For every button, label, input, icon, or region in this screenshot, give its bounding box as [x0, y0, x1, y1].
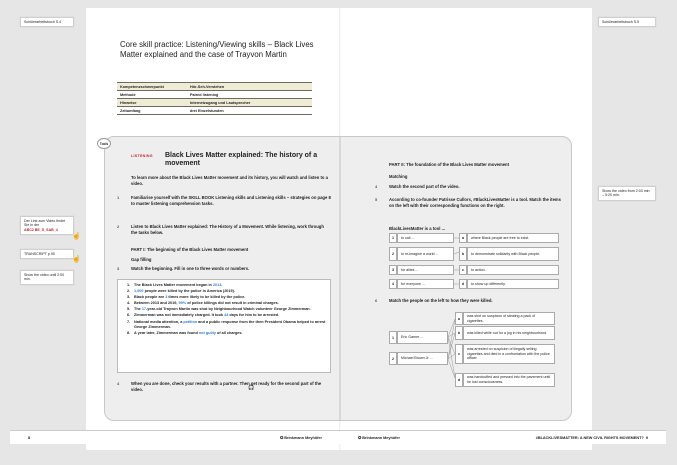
left-page-number: 8 — [28, 435, 31, 440]
task-3-text: Watch the beginning. Fill in one to three words or numbers. — [131, 266, 250, 271]
match-right-item: where Black people are free to exist. — [467, 233, 559, 243]
way-description: was shot on suspicion of stealing a pack of cigarettes. — [463, 312, 555, 325]
way-description: was arrested on suspicion of illegally selling cigarettes and died in a confrontation with the police officer. — [463, 344, 555, 364]
info-row — [117, 91, 312, 99]
match-left-item: to re-imagine a world ... — [397, 247, 454, 261]
pointer-hand-icon: ☝ — [72, 233, 81, 240]
gap-answer: 1,000 — [134, 289, 144, 294]
gap-answer: not guilty — [198, 330, 216, 335]
gap-answer: petition — [183, 319, 198, 324]
task-number: 5 — [375, 197, 378, 202]
show-video-from-note: Show the video from 2:03 min – 5:20 min. — [598, 186, 656, 201]
gap-answer: 2013 — [212, 283, 222, 287]
right-footer-title: #BLACKLIVESMATTER: A NEW CIVIL RIGHTS MOVEMENT? 9 — [535, 435, 648, 440]
video-link-code[interactable]: ABC2 BE_S_SAB_4 — [24, 227, 58, 232]
person-number: 1 — [389, 331, 397, 344]
way-description: was handcuffed and pressed into the pavement until he lost consciousness. — [463, 373, 555, 387]
gap-fill-item: 7. National media attention, a petition and a public response from the then President Obama helped to arrest George Zimmerman. — [127, 319, 326, 329]
match-number: 1 — [389, 233, 397, 243]
gap-fill-item: 6. Zimmerman was not immediately charged. It took 44 days for him to be arrested. — [127, 313, 280, 318]
right-footer — [340, 430, 666, 444]
gap-fill-item: 2. 1,000 people were killed by the police in America (2019). — [127, 289, 235, 294]
task-number: 3 — [117, 266, 120, 271]
match-letter: a — [459, 233, 467, 243]
info-row — [117, 83, 312, 91]
item-number: 2. — [127, 289, 131, 294]
section-label: LISTENING — [131, 154, 153, 158]
way-letter: a — [455, 312, 463, 325]
right-page-reference-tab[interactable]: Schülerarbeitsbuch S.5 — [598, 17, 656, 27]
gap-answer: 99% — [178, 301, 187, 306]
panel-gutter — [339, 137, 341, 420]
gap-fill-box — [117, 279, 331, 373]
match-letter: b — [459, 247, 467, 261]
info-key: Hinweise — [117, 99, 187, 107]
way-letter: b — [455, 326, 463, 340]
task-number: 6 — [375, 298, 378, 303]
right-brand: ✪ Brinkmann Meyhöfer — [358, 436, 401, 440]
tools-badge: Tools — [97, 138, 111, 149]
section-heading: Black Lives Matter explained: The history of a movement — [165, 152, 318, 168]
info-key: Methode — [117, 91, 187, 99]
info-key: Zeitumfang — [117, 107, 187, 115]
gap-fill-item: 1. The Black Lives Matter movement began in 2013. — [127, 283, 223, 287]
transcript-note[interactable]: TRANSCRIPT p.90 — [20, 249, 74, 259]
person-number: 2 — [389, 352, 397, 365]
part-2-heading: PART II: The foundation of the Black Lives Matter movement — [389, 162, 509, 167]
info-value: Internetzugang und Lautsprecher — [187, 99, 312, 107]
task-2-text: Listen to Black Lives Matter explained: The History of a Movement. While listening, work through the tasks below. — [131, 224, 324, 236]
task-4-text: When you are done, check your results with a partner. Then get ready for the second part of the video. — [131, 381, 322, 393]
gap-fill-item: 8. A year later, Zimmerman was found not guilty of all charges. — [127, 330, 243, 335]
match-right-item: to action. — [467, 265, 559, 275]
gap-answer: 3 — [165, 295, 168, 300]
match-number: 4 — [389, 279, 397, 289]
item-number: 7. — [127, 319, 131, 324]
task-number: 4 — [375, 184, 378, 189]
item-number: 8. — [127, 330, 131, 335]
person-name: Eric Garner ... — [397, 331, 448, 344]
gap-answer: 17 — [141, 307, 147, 312]
info-key: Kompetenzschwerpunkt — [117, 83, 187, 91]
show-video-until-note: Show the video until 2:00 min. — [20, 270, 74, 285]
match-right-item: to show up differently. — [467, 279, 559, 289]
way-description: was killed while out for a jog in his neighbourhood. — [463, 326, 555, 340]
item-number: 5. — [127, 307, 131, 312]
match-left-item: for everyone ... — [397, 279, 454, 289]
match-letter: d — [459, 279, 467, 289]
match-number: 3 — [389, 265, 397, 275]
match-number: 2 — [389, 247, 397, 261]
video-link-note — [20, 216, 74, 235]
tool-label: BlackLivesMatter is a tool ... — [389, 226, 446, 231]
part-1-heading: PART I: The beginning of the Black Lives Matter movement — [131, 247, 249, 252]
match-left-item: for allies ... — [397, 265, 454, 275]
task-7-text: Match the people on the left to how they were killed. — [389, 298, 493, 303]
info-value: Hör-Seh-Verstehen — [187, 83, 312, 91]
pointer-hand-icon: ☝ — [72, 256, 81, 263]
task-6-text: According to co-founder Patrisse Cullors, #BlackLivesMatter is a tool. Match the items on the left with their corresponding functions on the right. — [389, 197, 561, 209]
match-right-item: to demonstrate solidarity with Black people. — [467, 247, 559, 261]
item-number: 1. — [127, 283, 131, 287]
item-number: 3. — [127, 295, 131, 300]
task-1-text: Familiarise yourself with the SKILL BOOK Listening skills and Listening skills – strategies on page 8 to master listening comprehension tasks. — [131, 195, 331, 207]
way-letter: c — [455, 344, 463, 364]
way-letter: d — [455, 373, 463, 387]
item-number: 6. — [127, 313, 131, 318]
page-title: Core skill practice: Listening/Viewing skills – Black Lives Matter explained and the case of Trayvon Martin — [120, 40, 314, 59]
person-name: Michael Brown Jr. ... — [397, 352, 448, 365]
task-number: 2 — [117, 224, 120, 229]
task-number: 1 — [117, 195, 120, 200]
match-left-item: to call ... — [397, 233, 454, 243]
gap-fill-item: 5. The 17-year-old Trayvon Martin was shot by Neighbourhood Watch volunteer George Zimmerman. — [127, 307, 311, 312]
item-number: 4. — [127, 301, 131, 306]
gap-answer: 44 — [224, 313, 229, 318]
left-page-reference-tab[interactable]: Schülerarbeitsbuch S.4 — [20, 17, 74, 27]
info-row — [117, 107, 312, 115]
task-number: 4 — [117, 381, 120, 386]
gap-filling-label: Gap filling — [131, 257, 152, 262]
info-value: Paired listening — [187, 91, 312, 99]
info-table — [117, 82, 312, 115]
gap-fill-item: 3. Black people are 3 times more likely to be killed by the police. — [127, 295, 246, 300]
task-5-text: Watch the second part of the video. — [389, 184, 460, 189]
info-row — [117, 99, 312, 107]
video-link-text: Der Link zum Video findet Sie in der — [24, 219, 66, 228]
headphones-icon: 🎧 — [248, 385, 255, 391]
matching-label: Matching — [389, 174, 408, 179]
match-letter: c — [459, 265, 467, 275]
left-footer — [10, 430, 340, 444]
intro-text: To learn more about the Black Lives Matter movement and its history, you will watch and listen to a video. — [131, 175, 328, 187]
gap-fill-item: 4. Between 2013 and 2019, 99% of police killings did not result in criminal charges. — [127, 301, 279, 306]
left-brand: ✪ Brinkmann Meyhöfer — [279, 436, 322, 440]
info-value: drei Einzelstunden — [187, 107, 312, 115]
